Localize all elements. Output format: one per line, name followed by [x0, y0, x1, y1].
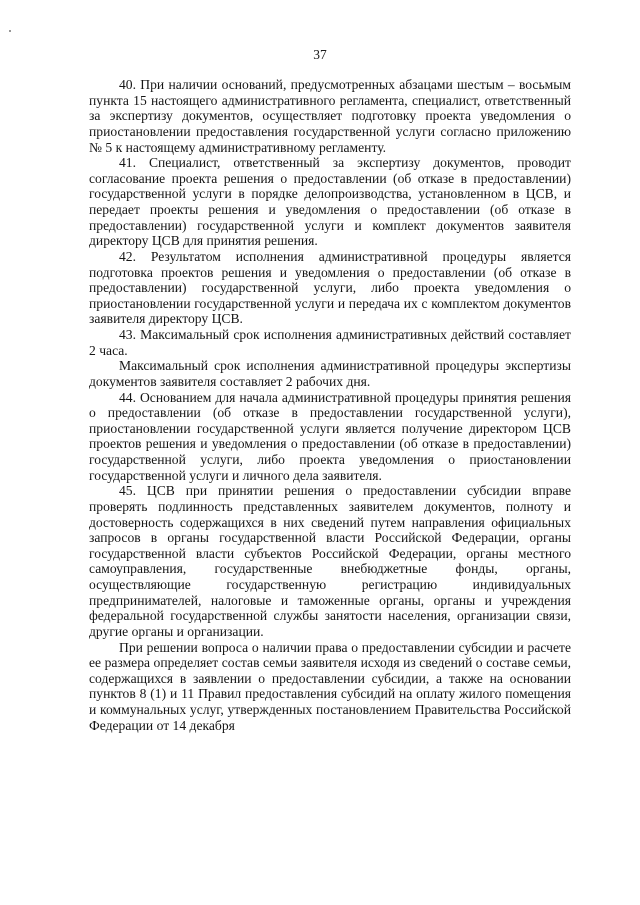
document-body	[89, 77, 571, 733]
scan-artifact	[9, 30, 11, 32]
paragraph-45-continued: При решении вопроса о наличии права о предоставлении субсидии и расчете ее размера определяет состав семьи заявителя исходя из сведений о составе семьи, содержащихся в заявлении о предоставлении субсидии, а также на основании пунктов 8 (1) и 11 Правил предоставления субсидий на оплату жилого помещения и коммунальных услуг, утвержденных постановлением Правительства Российской Федерации от 14 декабря	[89, 639, 571, 733]
paragraph-41: 41. Специалист, ответственный за экспертизу документов, проводит согласование проекта решения о предоставлении (об отказе в предоставлении) государственной услуги в порядке делопроизводства, установленном в ЦСВ, и передает проекты решения и уведомления о предоставлении (об отказе в предоставлении) государственной услуги и комплект документов заявителя директору ЦСВ для принятия решения.	[89, 155, 571, 249]
paragraph-40: 40. При наличии оснований, предусмотренных абзацами шестым – восьмым пункта 15 настоящего административного регламента, специалист, ответственный за экспертизу документов, осуществляет подготовку проекта уведомления о приостановлении предоставления государственной услуги согласно приложению № 5 к настоящему административному регламенту.	[89, 77, 571, 155]
paragraph-45: 45. ЦСВ при принятии решения о предоставлении субсидии вправе проверять подлинность представленных заявителем документов, полноту и достоверность содержащихся в них сведений путем направления официальных запросов в органы государственной власти Российской Федерации, органы государственной власти субъектов Российской Федерации, органы местного самоуправления, государственные внебюджетные фонды, органы, осуществляющие государственную регистрацию индивидуальных предпринимателей, налоговые и таможенные органы, органы и учреждения федеральной государственной службы занятости населения, организации связи, другие органы и организации.	[89, 483, 571, 639]
paragraph-43-continued: Максимальный срок исполнения административной процедуры экспертизы документов заявителя составляет 2 рабочих дня.	[89, 358, 571, 389]
page-number: 37	[313, 47, 327, 62]
paragraph-43: 43. Максимальный срок исполнения административных действий составляет 2 часа.	[89, 327, 571, 358]
paragraph-44: 44. Основанием для начала административной процедуры принятия решения о предоставлении (об отказе в предоставлении государственной услуги), приостановлении государственной услуги является получение директором ЦСВ проектов решения и уведомления о предоставлении (об отказе в предоставлении) государственной услуги, либо проекта уведомления о приостановлении государственной услуги и личного дела заявителя.	[89, 389, 571, 483]
paragraph-42: 42. Результатом исполнения административной процедуры является подготовка проектов решения и уведомления о предоставлении (об отказе в предоставлении) государственной услуги, либо проекта уведомления о приостановлении государственной услуги и передача их с комплектом документов заявителя директору ЦСВ.	[89, 248, 571, 327]
